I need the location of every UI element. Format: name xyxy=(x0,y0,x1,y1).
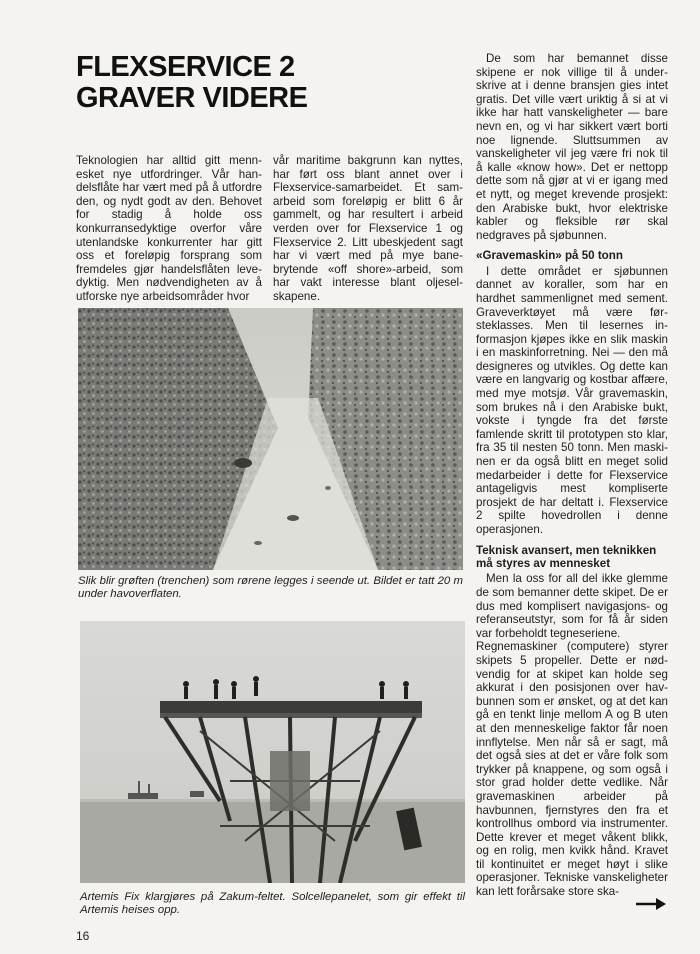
text-column-3 xyxy=(476,52,668,899)
platform-caption: Artemis Fix klargjøres på Zakum-feltet. Solcellepanelet, som gir effekt til Artemis heises opp. xyxy=(80,891,465,917)
trench-photo xyxy=(78,308,463,570)
paragraph: Teknologien har alltid gitt mennesket nye utfordringer. Vår handelsflåte har vært med på å utfordre den, og nydt godt av den. Behovet for stadig å holde oss konkurransedyktige overfor våre utenlandske konkurrenter har gitt oss et foreløpig forsprang som fremdeles gjør handelsflåten levedyktig. Men nødvendigheten av å utforske nye arbeidsområder hvor xyxy=(76,154,262,303)
page-number: 16 xyxy=(76,929,90,943)
continue-arrow-icon xyxy=(636,897,666,911)
paragraph-regnemaskiner: Regnemaskiner (computere) styrer skipets 5 propeller. Dette er nødvendig for at skipet kan holde seg akkurat i den posisjonen over havbunnen som er ønsket, og at det kan gå en tenkt linje mellom A og B uten at den menneskelige faktor får noen innflytelse. Men når så er sagt, må det også sies at det er våre folk som trykker på knappene, og som også i stor grad holder dette vedlike. Når gravemaskinen arbeider på havbunnen, fjernstyres den fra et kontrollhus ombord via instrumenter. Dette krever et meget våkent blikk, og en rolig, men kvikk hånd. Kravet til kontinuitet er meget høyt i slike operasjoner. Tekniske vanskeligheter kan lett forårsake store ska- xyxy=(476,640,668,899)
paragraph: vår maritime bakgrunn kan nyttes, har ført oss blant annet over i Flexservice-samarbeidet. Et samarbeid som foreløpig er blitt 6 år gammelt, og har resultert i arbeid verden over for Flexservice 1 og Flexservice 2. Litt ubeskjedent sagt har vi vært med på mye banebrytende «off shore»-arbeid, som har vakt interesse blant oljeselskapene. xyxy=(273,154,463,303)
text-column-2 xyxy=(273,154,463,304)
headline-line-1: FLEXSERVICE 2 xyxy=(76,51,295,83)
subheading-teknisk: Teknisk avansert, men teknikken må styres av mennesket xyxy=(476,543,657,570)
platform-photo xyxy=(80,621,465,883)
subheading-gravemaskin: «Gravemaskin» på 50 tonn xyxy=(476,249,623,263)
paragraph-intro: De som har bemannet disse skipene er nok villige til å underskrive at i denne bransjen gies intet gratis. Det ville vært uriktig å si at vi ikke har hatt vanskeligheter — bare nevn en, og vi har sikkert vært borti noe lignende. Sluttsummen av vanskeligheter vil jeg være fri nok til å kalle «know how». Det er nettopp dette som nå gjør at vi er igang med et nytt, og meget krevende prosjekt: den Arabiske bukt, hvor elektriske kabler og fleksible rør skal nedgraves på sjøbunnen. xyxy=(476,52,668,242)
text-column-1 xyxy=(76,154,262,304)
article-headline xyxy=(76,52,376,114)
paragraph-mennesket: Men la oss for all del ikke glemme de som bemanner dette skipet. De er dus med komplisert navigasjons- og referanseutstyr, som for få år siden var forbeholdt tegneseriene. xyxy=(476,572,668,640)
headline-line-2: GRAVER VIDERE xyxy=(76,82,308,114)
trench-caption: Slik blir grøften (trenchen) som rørene legges i seende ut. Bildet er tatt 20 m under havoverflaten. xyxy=(78,575,463,601)
paragraph-gravemaskin: I dette området er sjøbunnen dannet av koraller, som har en hardhet sammenlignet med sement. Graveverktøyet må være førsteklasses. Men til lesernes informasjon kjøpes ikke en slik maskin i en maskinforretning. Nei — den må designeres og utvikles. Og dette kan være en langvarig og kostbar affære, med mye motsjø. Vår gravemaskin, som brukes nå i den Arabiske bukt, vokste i tyngde fra det første famlende skritt til prototypen sto klar, fra 35 til nesten 50 tonn. Men maskinen er da også blitt en meget solid medarbeider i dette for Flexservice antageligvis mest kompliserte prosjekt de har deltatt i. Flexservice 2 spilte hovedrollen i denne operasjonen. xyxy=(476,264,668,536)
